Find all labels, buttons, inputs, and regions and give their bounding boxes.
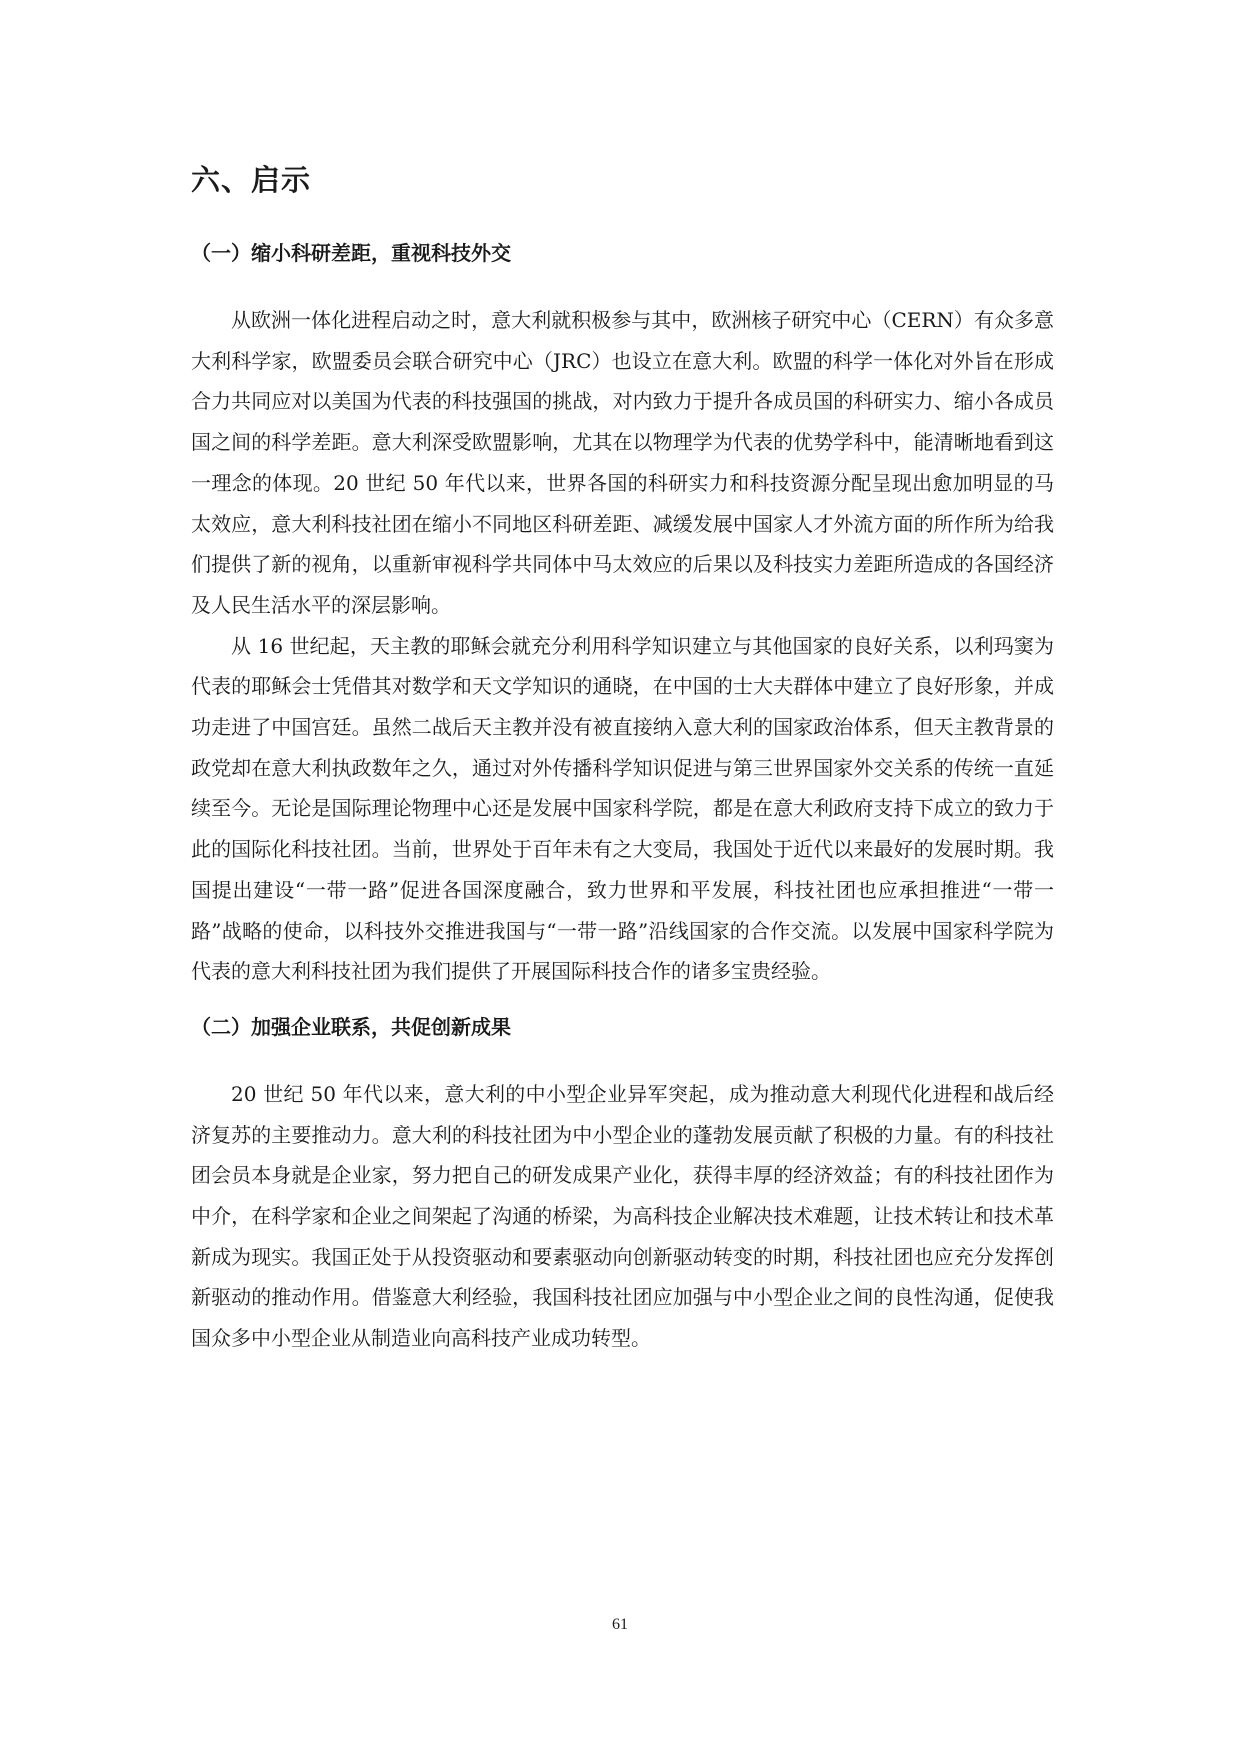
paragraph-1-1: 从欧洲一体化进程启动之时，意大利就积极参与其中，欧洲核子研究中心（CERN）有众多意大利科学家，欧盟委员会联合研究中心（JRC）也设立在意大利。欧盟的科学一体化对外旨在形成合力共同应对以美国为代表的科技强国的挑战，对内致力于提升各成员国的科研实力、缩小各成员国之间的科学差距。意大利深受欧盟影响，尤其在以物理学为代表的优势学科中，能清晰地看到这一理念的体现。20 世纪 50 年代以来，世界各国的科研实力和科技资源分配呈现出愈加明显的马太效应，意大利科技社团在缩小不同地区科研差距、减缓发展中国家人才外流方面的所作所为给我们提供了新的视角，以重新审视科学共同体中马太效应的后果以及科技实力差距所造成的各国经济及人民生活水平的深层影响。 (191, 308, 1054, 617)
page-number: 61 (612, 1616, 628, 1633)
subsection-title-2: （二）加强企业联系，共促创新成果 (191, 1014, 511, 1039)
page-content (191, 160, 1054, 1359)
section-title: 六、启示 (191, 163, 312, 197)
paragraph-2-1: 20 世纪 50 年代以来，意大利的中小型企业异军突起，成为推动意大利现代化进程和战后经济复苏的主要推动力。意大利的科技社团为中小型企业的蓬勃发展贡献了积极的力量。有的科技社团会员本身就是企业家，努力把自己的研发成果产业化，获得丰厚的经济效益；有的科技社团作为中介，在科学家和企业之间架起了沟通的桥梁，为高科技企业解决技术难题，让技术转让和技术革新成为现实。我国正处于从投资驱动和要素驱动向创新驱动转变的时期，科技社团也应充分发挥创新驱动的推动作用。借鉴意大利经验，我国科技社团应加强与中小型企业之间的良性沟通，促使我国众多中小型企业从制造业向高科技产业成功转型。 (191, 1081, 1054, 1351)
subsection-title-1: （一）缩小科研差距，重视科技外交 (191, 241, 511, 265)
paragraph-1-2: 从 16 世纪起，天主教的耶稣会就充分利用科学知识建立与其他国家的良好关系，以利玛窦为代表的耶稣会士凭借其对数学和天文学知识的通晓，在中国的士大夫群体中建立了良好形象，并成功走进了中国宫廷。虽然二战后天主教并没有被直接纳入意大利的国家政治体系，但天主教背景的政党却在意大利执政数年之久，通过对外传播科学知识促进与第三世界国家外交关系的传统一直延续至今。无论是国际理论物理中心还是发展中国家科学院，都是在意大利政府支持下成立的致力于此的国际化科技社团。当前，世界处于百年未有之大变局，我国处于近代以来最好的发展时期。我国提出建设“一带一路”促进各国深度融合，致力世界和平发展，科技社团也应承担推进“一带一路”战略的使命，以科技外交推进我国与“一带一路”沿线国家的合作交流。以发展中国家科学院为代表的意大利科技社团为我们提供了开展国际科技合作的诸多宝贵经验。 (191, 633, 1054, 984)
